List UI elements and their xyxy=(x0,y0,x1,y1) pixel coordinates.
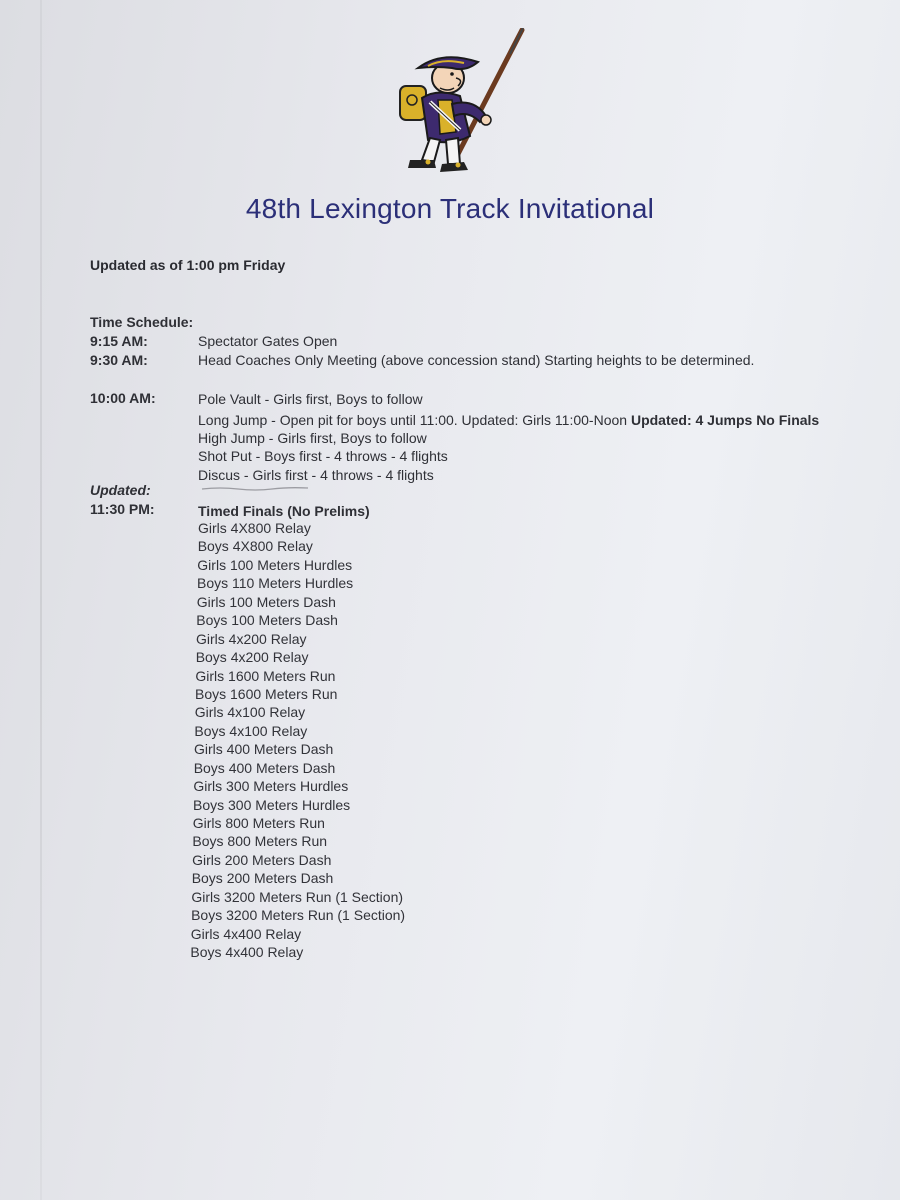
list-item: Boys 4X800 Relay xyxy=(197,538,313,555)
minuteman-mascot-icon xyxy=(382,28,532,176)
pole-vault-text: Pole Vault - Girls first, Boys to follow xyxy=(198,391,423,407)
time-915: 9:15 AM: xyxy=(90,333,148,349)
list-item: Girls 4x200 Relay xyxy=(196,630,307,647)
list-item: Boys 1600 Meters Run xyxy=(195,685,338,702)
list-item: Boys 4x400 Relay xyxy=(190,944,304,961)
list-item: Girls 300 Meters Hurdles xyxy=(193,778,349,795)
shot-put-text: Shot Put - Boys first - 4 throws - 4 flights xyxy=(198,448,448,464)
list-item: Boys 400 Meters Dash xyxy=(193,759,336,776)
high-jump-text: High Jump - Girls first, Boys to follow xyxy=(198,430,427,446)
list-item: Boys 100 Meters Dash xyxy=(196,612,338,629)
list-item: Boys 3200 Meters Run (1 Section) xyxy=(191,907,406,924)
updated-note: Updated as of 1:00 pm Friday xyxy=(90,257,286,273)
list-item: Girls 800 Meters Run xyxy=(192,815,325,831)
list-item: Boys 300 Meters Hurdles xyxy=(193,796,351,813)
long-jump-update: Updated: 4 Jumps No Finals xyxy=(630,412,820,428)
list-item: Boys 800 Meters Run xyxy=(192,833,328,850)
list-item: Girls 200 Meters Dash xyxy=(192,851,332,868)
running-events-list xyxy=(190,519,590,962)
gates-open-text: Spectator Gates Open xyxy=(198,333,338,349)
timed-finals-heading: Timed Finals (No Prelims) xyxy=(198,503,370,519)
coaches-meeting-text: Head Coaches Only Meeting (above concession stand) Starting heights to be determined. xyxy=(198,352,755,368)
list-item: Boys 4x100 Relay xyxy=(194,722,308,739)
list-item: Girls 100 Meters Hurdles xyxy=(197,556,353,573)
time-930: 9:30 AM: xyxy=(90,352,148,368)
list-item: Girls 4X800 Relay xyxy=(198,520,311,536)
time-1130: 11:30 PM: xyxy=(90,501,155,517)
long-jump-line xyxy=(198,411,819,429)
list-item: Boys 110 Meters Hurdles xyxy=(197,575,354,592)
schedule-heading: Time Schedule: xyxy=(90,314,194,330)
list-item: Girls 3200 Meters Run (1 Section) xyxy=(191,888,404,905)
pen-scribble-mark xyxy=(200,486,310,492)
time-1000: 10:00 AM: xyxy=(90,390,156,406)
long-jump-text: Long Jump - Open pit for boys until 11:00. Updated: Girls 11:00-Noon xyxy=(198,412,628,428)
discus-text: Discus - Girls first - 4 throws - 4 flights xyxy=(198,467,434,483)
list-item: Boys 4x200 Relay xyxy=(195,649,309,666)
updated-label: Updated: xyxy=(90,482,151,498)
list-item: Girls 100 Meters Dash xyxy=(196,593,336,610)
list-item: Boys 200 Meters Dash xyxy=(191,870,334,887)
list-item: Girls 1600 Meters Run xyxy=(195,667,336,684)
list-item: Girls 400 Meters Dash xyxy=(194,741,334,758)
paper-crease xyxy=(40,0,42,1200)
list-item: Girls 4x100 Relay xyxy=(194,704,306,721)
document-title: 48th Lexington Track Invitational xyxy=(245,193,655,224)
list-item: Girls 4x400 Relay xyxy=(190,925,302,942)
